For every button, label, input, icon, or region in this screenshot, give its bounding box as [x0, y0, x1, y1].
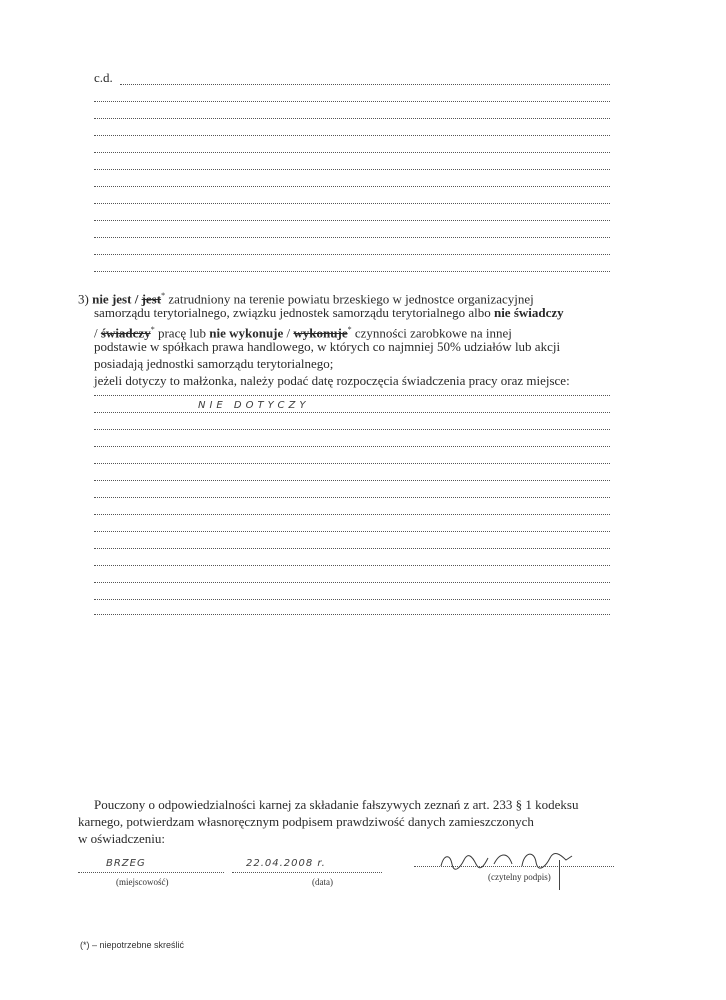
nie-swiadczy-option: nie świadczy [493, 305, 564, 320]
dotted-line [94, 531, 610, 532]
dotted-line [94, 237, 610, 238]
signature-stroke [559, 860, 560, 890]
dotted-line [94, 614, 610, 615]
item3-line2 [94, 304, 564, 321]
dotted-line [94, 429, 610, 430]
dotted-line [94, 582, 610, 583]
nie-wykonuje-option: nie wykonuje [209, 325, 284, 341]
item3-line1-rest: zatrudniony na terenie powiatu brzeskiego w jednostce organizacyjnej [165, 291, 534, 307]
dotted-line [94, 135, 610, 136]
dotted-line [94, 599, 610, 600]
dotted-line [94, 395, 610, 396]
dotted-line [94, 480, 610, 481]
dotted-line [94, 186, 610, 187]
dotted-line [94, 463, 610, 464]
dotted-line [94, 220, 610, 221]
date-caption: (data) [312, 877, 333, 887]
dotted-line [94, 565, 610, 566]
separator: / [94, 325, 98, 341]
dotted-line [94, 497, 610, 498]
statement-line3: w oświadczeniu: [78, 831, 166, 846]
dotted-line [94, 412, 610, 413]
dotted-line [120, 84, 610, 85]
signature-caption: (czytelny podpis) [488, 872, 551, 882]
dotted-line [94, 101, 610, 102]
nie-jest-option: nie jest [92, 291, 132, 307]
separator: / [134, 291, 139, 307]
asterisk: * [150, 325, 155, 334]
item-number: 3) [78, 291, 89, 307]
statement-line1: Pouczony o odpowiedzialności karnej za składanie fałszywych zeznań z art. 233 § 1 kodeksu [94, 797, 579, 812]
item3-line3-rest: czynności zarobkowe na innej [351, 325, 512, 341]
item3-line4: podstawie w spółkach prawa handlowego, w których co najmniej 50% udziałów lub akcji [94, 339, 561, 354]
dotted-line [94, 118, 610, 119]
handwritten-answer: NIE DOTYCZY [198, 400, 310, 411]
cd-label: c.d. [94, 70, 113, 85]
dotted-line [94, 548, 610, 549]
date-value: 22.04.2008 r. [246, 858, 326, 869]
dotted-line [94, 254, 610, 255]
wykonuje-option-struck: wykonuje [293, 325, 348, 341]
dotted-line [94, 446, 610, 447]
item3-line2-text: samorządu terytorialnego, związku jednostek samorządu terytorialnego albo [94, 305, 494, 320]
place-caption: (miejscowość) [116, 877, 169, 887]
dotted-line [94, 169, 610, 170]
swiadczy-option-struck: świadczy [100, 325, 151, 341]
place-value: BRZEG [106, 858, 146, 869]
dotted-line [94, 203, 610, 204]
item3-line3-mid: pracę lub [154, 325, 210, 341]
place-line [78, 872, 224, 873]
dotted-line [94, 152, 610, 153]
dotted-line [94, 271, 610, 272]
asterisk: * [161, 291, 166, 300]
jest-option-struck: jest [141, 291, 162, 307]
separator: / [283, 325, 294, 341]
asterisk: * [347, 325, 352, 334]
dotted-line [94, 514, 610, 515]
statement-line2: karnego, potwierdzam własnoręcznym podpisem prawdziwość danych zamieszczonych [78, 814, 534, 829]
date-line [232, 872, 382, 873]
item3-line5: posiadają jednostki samorządu terytorialnego; [94, 356, 334, 371]
item3-line6: jeżeli dotyczy to małżonka, należy podać datę rozpoczęcia świadczenia pracy oraz miejsce: [94, 373, 570, 388]
footnote: (*) – niepotrzebne skreślić [80, 940, 185, 950]
